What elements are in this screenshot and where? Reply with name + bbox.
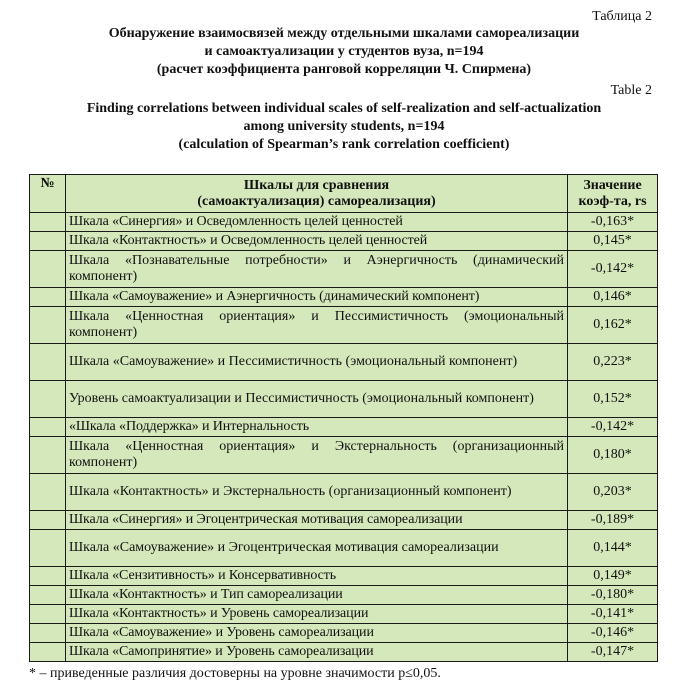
row-num [30, 474, 66, 511]
row-scales: Шкала «Контактность» и Осведомленность целей ценностей [66, 232, 568, 251]
row-value: 0,146* [568, 288, 658, 307]
row-num [30, 643, 66, 662]
header-value [568, 175, 658, 213]
row-num [30, 605, 66, 624]
title-en-line: among university students, n=194 [243, 119, 445, 134]
row-value: -0,180* [568, 586, 658, 605]
table-row [30, 605, 658, 624]
table-row [30, 511, 658, 530]
row-value: -0,141* [568, 605, 658, 624]
row-num [30, 624, 66, 643]
row-scales: Шкала «Самопринятие» и Уровень самореализации [66, 643, 568, 662]
row-value: 0,144* [568, 530, 658, 567]
row-scales: Шкала «Познавательные потребности» и Аэнергичность (динамический компонент) [66, 251, 568, 288]
table-label-en: Table 2 [610, 83, 652, 98]
header-scales [66, 175, 568, 213]
row-num [30, 251, 66, 288]
row-num [30, 437, 66, 474]
header-num: № [30, 175, 66, 213]
row-value: 0,162* [568, 307, 658, 344]
row-scales: Шкала «Самоуважение» и Пессимистичность (эмоциональный компонент) [66, 344, 568, 381]
row-num [30, 232, 66, 251]
table-row [30, 624, 658, 643]
row-value: 0,152* [568, 381, 658, 418]
header-value-line1: Значение [583, 177, 642, 193]
row-num [30, 567, 66, 586]
table-row [30, 567, 658, 586]
table-row [30, 381, 658, 418]
title-en-line: Finding correlations between individual scales of self-realization and self-actualization [86, 101, 602, 116]
row-scales: Шкала «Сензитивность» и Консервативность [66, 567, 568, 586]
footnote: * – приведенные различия достоверны на уровне значимости р≤0,05. [29, 666, 441, 681]
title-ru-line: и самоактуализации у студентов вуза, n=194 [204, 44, 484, 59]
header-scales-line2: (самоактуализация) самореализация) [197, 193, 436, 209]
row-value: 0,180* [568, 437, 658, 474]
title-ru-line: Обнаружение взаимосвязей между отдельными шкалами самореализации [108, 26, 580, 41]
table-row [30, 474, 658, 511]
header-value-line2: коэф-та, rs [578, 193, 647, 209]
row-num [30, 213, 66, 232]
title-en [0, 100, 688, 154]
row-value: 0,145* [568, 232, 658, 251]
row-value: -0,163* [568, 213, 658, 232]
row-num [30, 511, 66, 530]
title-en-line: (calculation of Spearman’s rank correlation coefficient) [178, 137, 510, 152]
row-num [30, 586, 66, 605]
row-scales: Шкала «Контактность» и Уровень самореализации [66, 605, 568, 624]
table-row [30, 251, 658, 288]
table-row [30, 232, 658, 251]
row-num [30, 418, 66, 437]
title-ru-line: (расчет коэффициента ранговой корреляции Ч. Спирмена) [156, 62, 532, 77]
row-scales: Шкала «Синергия» и Эгоцентрическая мотивация самореализации [66, 511, 568, 530]
row-value: -0,142* [568, 418, 658, 437]
row-num [30, 381, 66, 418]
table-row [30, 530, 658, 567]
table-header-row [30, 175, 658, 213]
row-scales: Шкала «Синергия» и Осведомленность целей ценностей [66, 213, 568, 232]
row-num [30, 530, 66, 567]
table-row [30, 586, 658, 605]
row-scales: Шкала «Самоуважение» и Уровень самореализации [66, 624, 568, 643]
row-scales: Шкала «Контактность» и Тип самореализации [66, 586, 568, 605]
row-value: -0,146* [568, 624, 658, 643]
table-label-ru: Таблица 2 [592, 9, 652, 24]
table-row [30, 288, 658, 307]
row-num [30, 288, 66, 307]
table-row [30, 643, 658, 662]
row-value: -0,147* [568, 643, 658, 662]
row-scales: «Шкала «Поддержка» и Интернальность [66, 418, 568, 437]
table-row [30, 344, 658, 381]
row-num [30, 344, 66, 381]
row-scales: Шкала «Самоуважение» и Аэнергичность (динамический компонент) [66, 288, 568, 307]
row-scales: Шкала «Контактность» и Экстернальность (организационный компонент) [66, 474, 568, 511]
table-row [30, 418, 658, 437]
title-ru [0, 25, 688, 79]
row-scales: Уровень самоактуализации и Пессимистичность (эмоциональный компонент) [66, 381, 568, 418]
row-num [30, 307, 66, 344]
row-value: 0,203* [568, 474, 658, 511]
row-scales: Шкала «Самоуважение» и Эгоцентрическая мотивация самореализации [66, 530, 568, 567]
row-scales: Шкала «Ценностная ориентация» и Экстернальность (организационный компонент) [66, 437, 568, 474]
correlation-table [29, 174, 658, 662]
row-value: -0,142* [568, 251, 658, 288]
row-scales: Шкала «Ценностная ориентация» и Пессимистичность (эмоциональный компонент) [66, 307, 568, 344]
table-row [30, 307, 658, 344]
header-scales-line1: Шкалы для сравнения [243, 177, 390, 193]
row-value: 0,223* [568, 344, 658, 381]
table-row [30, 213, 658, 232]
table-row [30, 437, 658, 474]
row-value: 0,149* [568, 567, 658, 586]
row-value: -0,189* [568, 511, 658, 530]
